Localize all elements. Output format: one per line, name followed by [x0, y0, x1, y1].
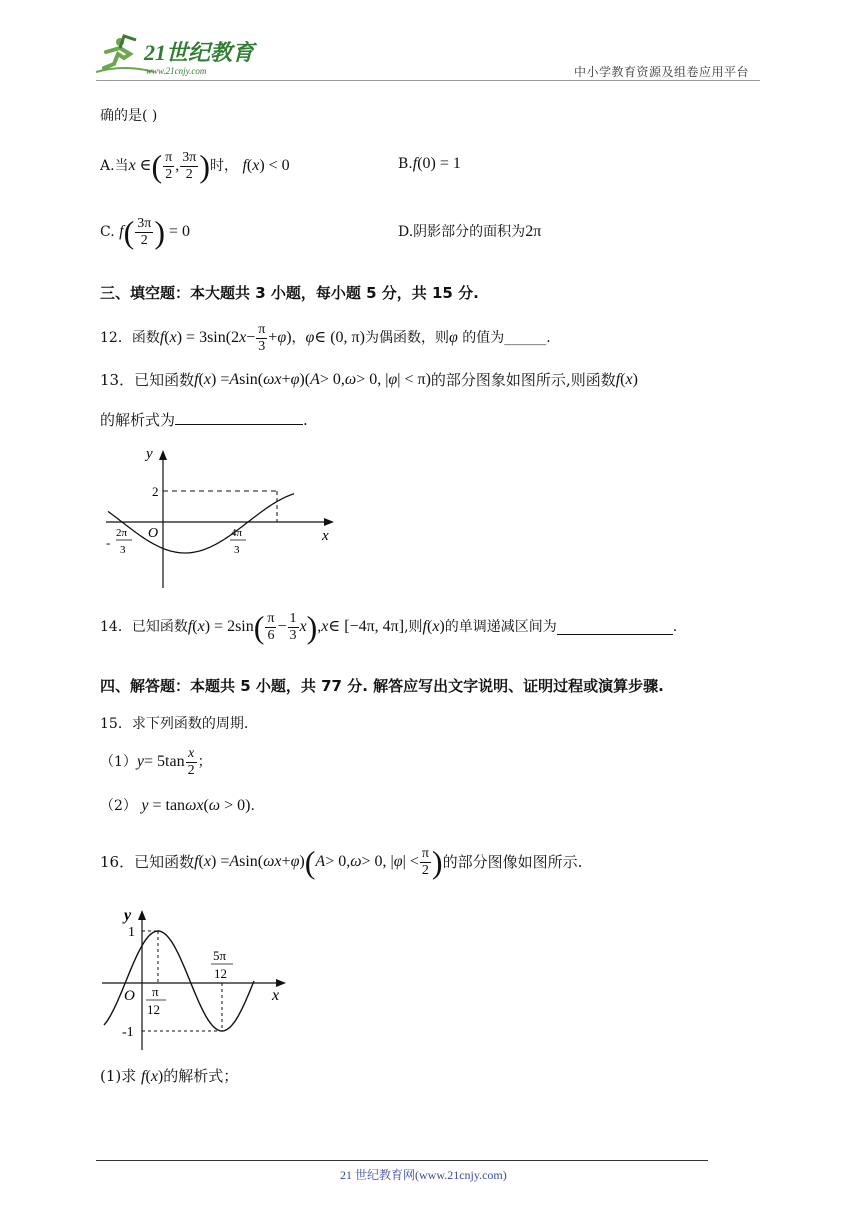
- q16-stem: 16．已知函数 f ( x ) = A sin( ωx + φ ) ( A > 0, ω > 0, | φ | < $\frac{\pi}{2}$ ) 的部分图像如图所示.: [100, 844, 583, 880]
- figure-2: [96, 900, 296, 1056]
- q13-line-1: 13．已知函数 f ( x ) = A sin( ωx + φ )( A > 0, ω > 0, | φ | < π) 的部分图象如图所示,则函数 f ( x ): [100, 371, 638, 389]
- fig2-x-label: x: [272, 987, 280, 1004]
- fig2-tick2-den: 12: [214, 966, 227, 981]
- fig2-y-label: y: [124, 907, 132, 924]
- fig2-tick2-num: 5π: [213, 948, 227, 963]
- q16-part-1: (1)求 f(x)的解析式；: [100, 1067, 239, 1085]
- figure-1: [100, 440, 340, 592]
- q11-option-c: C. f ( $\frac{3\pi}{2}$ ) = 0: [100, 214, 190, 250]
- section-3-heading: 三、填空题：本大题共 3 小题，每小题 5 分，共 15 分.: [100, 284, 479, 302]
- q11-stem-tail: 确的是( ): [100, 108, 158, 124]
- logo-main-text: 21世纪教育: [144, 40, 255, 65]
- fig1-origin: O: [148, 526, 159, 541]
- q14-answer-blank: [557, 620, 673, 635]
- fig1-y-arrow: [159, 450, 167, 460]
- fig1-tick2-num: 4π: [231, 527, 243, 539]
- q11-option-a: A.当 x ∈ ( $\frac{\pi}{2}$ , $\frac{3\pi}{2}$ ) 时， f ( x ) < 0: [100, 148, 290, 184]
- q15-part-1: （1） y = 5tan $\frac{x}{2}$ ；: [100, 745, 212, 778]
- q14: 14．已知函数 f ( x ) = 2sin ( $\frac{\pi}{6}$ − $\frac{1}{3}$ x ) , x ∈ [−4π, 4π] ,则 f ( x ) 的单调递减区间为 .: [100, 609, 678, 645]
- section-4-heading: 四、解答题：本题共 5 小题，共 77 分. 解答应写出文字说明、证明过程或演算步骤.: [100, 677, 664, 695]
- footer-text: 21 世纪教育网(www.21cnjy.com): [340, 1168, 507, 1182]
- fig1-neg-sign: -: [106, 535, 111, 550]
- q15-part-2: （2） y = tanωx(ω > 0).: [100, 797, 255, 814]
- q12: 12．函数 f ( x ) = 3sin(2 x − $\frac{\pi}{3}$ + φ ) ， φ ∈ (0, π) 为偶函数，则 φ 的值为______.: [100, 321, 551, 354]
- fig1-y-tick-2: 2: [152, 484, 159, 499]
- fig1-tick1-den: 3: [120, 544, 126, 556]
- fig2-tick1-den: 12: [147, 1002, 160, 1017]
- q13-answer-blank: [175, 410, 303, 425]
- q11-option-d: D.阴影部分的面积为2π: [398, 223, 542, 240]
- header-divider: [96, 80, 760, 81]
- fig1-x-arrow: [324, 518, 334, 526]
- fig1-tick1-num: 2π: [116, 527, 128, 539]
- q11-option-b: B.f(0) = 1: [398, 155, 461, 172]
- footer-divider: [96, 1160, 708, 1161]
- fig2-tick1-num: π: [152, 984, 159, 999]
- fig2-origin: O: [124, 988, 135, 1004]
- logo-url-text: www.21cnjy.com: [146, 66, 207, 76]
- fig1-x-label: x: [322, 528, 329, 544]
- header-right-text: 中小学教育资源及组卷应用平台: [574, 65, 750, 79]
- fig2-curve: [104, 931, 254, 1031]
- fig2-y-top: 1: [128, 925, 135, 940]
- q15-stem: 15．求下列函数的周期.: [100, 716, 249, 732]
- fig1-y-label: y: [146, 446, 153, 462]
- fig1-tick2-den: 3: [234, 544, 240, 556]
- fig2-y-arrow: [138, 910, 146, 920]
- q13-line-2: 的解析式为 .: [100, 411, 308, 429]
- fig1-curve: [108, 494, 294, 553]
- fig2-y-bottom: -1: [122, 1025, 134, 1040]
- fig2-x-arrow: [276, 979, 286, 987]
- header-logo: [94, 34, 259, 78]
